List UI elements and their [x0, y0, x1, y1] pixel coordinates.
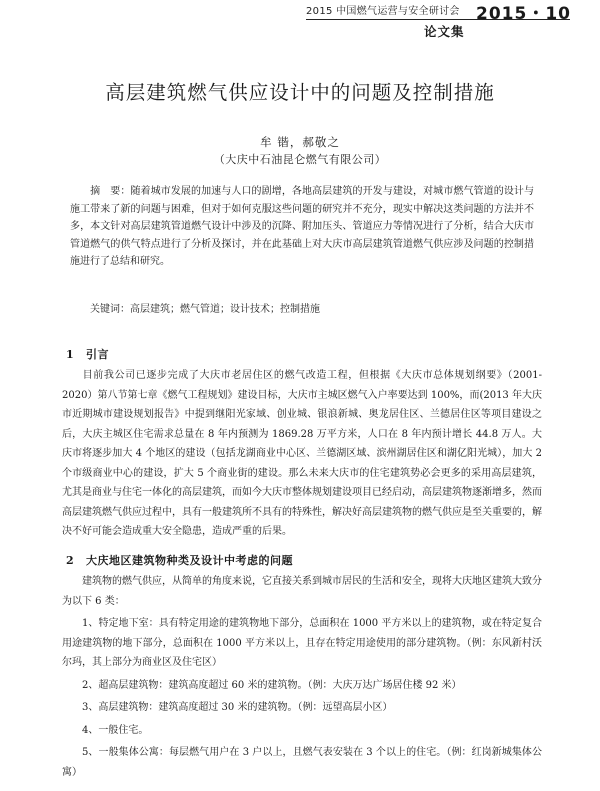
list-item: [62, 614, 542, 673]
section-title: 大庆地区建筑物种类及设计中考虑的问题: [86, 554, 293, 567]
header-collection: 论文集: [424, 24, 465, 39]
section-title: 引言: [86, 348, 109, 361]
header-rule: [306, 19, 570, 20]
list-item: [62, 721, 542, 741]
list-item-text: 3、高层建筑物：建筑高度超过 30 米的建筑物。（例：远望高层小区）: [82, 702, 393, 713]
keywords: 关键词：高层建筑；燃气管道；设计技术；控制措施: [90, 304, 320, 315]
section-number: 1: [66, 348, 75, 361]
list-item-text: 2、超高层建筑物：建筑高度超过 60 米的建筑物。（例：大庆万达广场居住楼 92 米）: [82, 679, 462, 691]
section-1-heading: [66, 346, 109, 362]
paragraph: [62, 366, 542, 542]
list-item: [62, 676, 542, 696]
paragraph: [62, 572, 542, 611]
list-item: [62, 698, 542, 718]
section-1-body: [62, 366, 542, 542]
abstract-text: 摘 要：随着城市发展的加速与人口的剧增，各地高层建筑的开发与建设，对城市燃气管道的设计与施工带来了新的问题与困难，但对于如何克服这些问题的研究并不充分，现实中解决这类问题的方法并不多，本文针对高层建筑管道燃气设计中涉及的沉降、附加压头、管道应力等情况进行了分析，结合大庆市管道燃气的供气特点进行了分析及探讨，并在此基础上对大庆市高层建筑管道燃气供应涉及问题的控制措施进行了总结和研究。: [70, 186, 534, 268]
list-item-text: 1、特定地下室：具有特定用途的建筑物地下部分，总面积在 1000 平方米以上的建筑物，或在特定复合用途建筑物的地下部分，总面积在 1000 平方米以上，且存在特定用途使用的部分建筑物。（例：东风新村沃尔玛，其上部分为商业区及住宅区）: [62, 618, 542, 668]
section-number: 2: [66, 554, 75, 567]
section-2-body: [62, 572, 542, 782]
paper-authors: 牟 锴，郝敬之: [260, 135, 340, 149]
list-item-text: 4、一般住宅。: [82, 724, 149, 736]
paragraph-text: 建筑物的燃气供应，从简单的角度来说，它直接关系到城市居民的生活和安全，现将大庆地区建筑大致分为以下 6 类：: [62, 576, 542, 607]
list-item: [62, 743, 542, 782]
paper-affiliation: （大庆中石油昆仑燃气有限公司）: [213, 153, 387, 166]
header-conference: 2015 中国燃气运营与安全研讨会: [306, 6, 460, 17]
abstract: [70, 183, 534, 271]
paragraph-text: 目前我公司已逐步完成了大庆市老居住区的燃气改造工程，但根据《大庆市总体规划纲要》（2001-2020）第八节第七章《燃气工程规划》建设目标，大庆市主城区燃气入户率要达到 100%，而(2013 年大庆市近期城市建设规划报告》中提到继阳光家域、创业城、银浪新城、奥龙居住区、兰德居住区等项目建设之后，大庆主城区住宅需求总量在 8 年内预测为 1869.28 万平方米，人口在 8 年内预计增长 44.8 万人。大庆市将逐步加大 4 个地区的建设（包括龙湖商业中心区、兰德湖区域、滨州湖居住区和湖亿阳光城），加大 2 个市级商业中心的建设，扩大 5 个商业街的建设。那么未来大庆市的住宅建筑势必会更多的采用高层建筑，尤其是商业与住宅一体化的高层建筑，而如今大庆市整体规划建设项目已经启动，高层建筑物逐渐增多，然而高层建筑燃气供应过程中，具有一般建筑所不具有的特殊性，解决好高层建筑物的燃气供应是至关重要的，解决不好可能会造成重大安全隐患，造成严重的后果。: [62, 370, 542, 537]
section-2-heading: [66, 552, 293, 568]
paper-title: 高层建筑燃气供应设计中的问题及控制措施: [105, 81, 495, 104]
list-item-text: 5、一般集体公寓：每层燃气用户在 3 户以上，且燃气表安装在 3 个以上的住宅。（例：红岗新城集体公寓）: [62, 747, 542, 778]
header-year: 2015・10: [476, 4, 571, 24]
